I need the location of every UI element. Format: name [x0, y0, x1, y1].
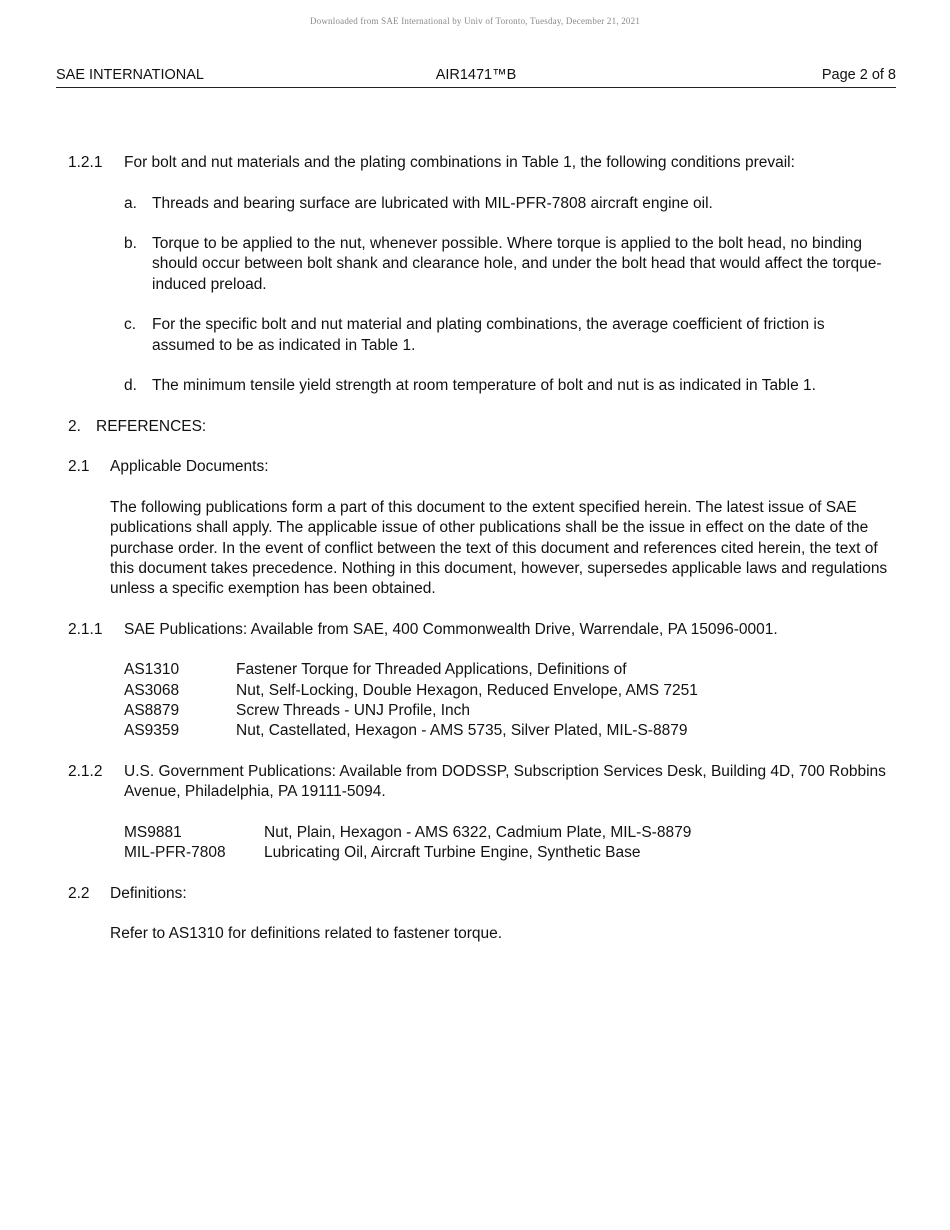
section-text: SAE Publications: Available from SAE, 400 Commonwealth Drive, Warrendale, PA 15096-0001.: [124, 620, 778, 638]
section-text: U.S. Government Publications: Available from DODSSP, Subscription Services Desk, Building 4D, 700 Robbins Avenue, Philadelphia, PA 19111-5094.: [124, 762, 886, 801]
section-heading: Definitions:: [110, 884, 187, 902]
organization-name: SAE INTERNATIONAL: [56, 67, 204, 83]
sae-publications-list: [124, 660, 888, 741]
reference-title: Fastener Torque for Threaded Applications, Definitions of: [236, 661, 627, 679]
section-number: 2.1.2: [68, 762, 103, 780]
section-heading: REFERENCES:: [96, 417, 207, 435]
reference-entry: [124, 701, 888, 721]
reference-title: Nut, Castellated, Hexagon - AMS 5735, Silver Plated, MIL-S-8879: [236, 722, 688, 740]
section-1-2-1: [68, 153, 888, 173]
item-text: The minimum tensile yield strength at room temperature of bolt and nut is as indicated in Table 1.: [152, 377, 816, 395]
item-letter: d.: [124, 377, 137, 395]
item-text: Threads and bearing surface are lubricated with MIL-PFR-7808 aircraft engine oil.: [152, 194, 713, 212]
section-2-1-2: [68, 762, 888, 803]
reference-title: Nut, Plain, Hexagon - AMS 6322, Cadmium Plate, MIL-S-8879: [264, 823, 692, 841]
reference-code: MS9881: [124, 823, 182, 841]
reference-title: Screw Threads - UNJ Profile, Inch: [236, 702, 471, 720]
government-publications-list: [124, 823, 888, 864]
reference-code: AS1310: [124, 661, 180, 679]
page-number: Page 2 of 8: [821, 67, 896, 83]
reference-entry: [124, 681, 888, 701]
section-text: For bolt and nut materials and the plating combinations in Table 1, the following conditions prevail:: [124, 154, 795, 171]
reference-entry: [124, 843, 888, 863]
section-2-1-1: [68, 620, 888, 640]
reference-code: MIL-PFR-7808: [124, 844, 226, 862]
definitions-paragraph: Refer to AS1310 for definitions related to fastener torque.: [110, 925, 503, 943]
section-2-1: [68, 457, 888, 477]
section-number: 2.: [68, 417, 81, 435]
reference-entry: [124, 660, 888, 680]
reference-entry: [124, 721, 888, 741]
item-letter: c.: [124, 316, 137, 334]
section-number: 2.1: [68, 458, 90, 476]
section-number: 2.2: [68, 884, 90, 902]
item-letter: a.: [124, 194, 137, 212]
item-text: Torque to be applied to the nut, whenever possible. Where torque is applied to the bolt head, no binding should occur between bolt shank and clearance hole, and under the bolt head that would affect the torque-induced preload.: [152, 235, 882, 293]
reference-code: AS8879: [124, 702, 180, 720]
condition-item-c: [124, 315, 888, 356]
applicable-documents-paragraph: The following publications form a part of this document to the extent specified herein. The latest issue of SAE publications shall apply. The applicable issue of other publications shall be the issue in effect on the date of the purchase order. In the event of conflict between the text of this document and references cited herein, the text of this document takes precedence. Nothing in this document, however, supersedes applicable laws and regulations unless a specific exemption has been obtained.: [110, 499, 888, 598]
document-number: AIR1471™B: [435, 67, 517, 83]
condition-item-a: [124, 194, 888, 214]
reference-code: AS3068: [124, 681, 180, 699]
item-text: For the specific bolt and nut material and plating combinations, the average coefficient of friction is assumed to be as indicated in Table 1.: [152, 316, 825, 354]
reference-code: AS9359: [124, 722, 180, 740]
section-number: 2.1.1: [68, 620, 103, 638]
reference-entry: [124, 823, 888, 843]
reference-title: Lubricating Oil, Aircraft Turbine Engine, Synthetic Base: [264, 844, 641, 862]
download-watermark: Downloaded from SAE International by Univ of Toronto, Tuesday, December 21, 2021: [309, 16, 641, 26]
document-body: [68, 153, 888, 945]
condition-item-d: [124, 376, 888, 396]
item-letter: b.: [124, 235, 137, 253]
section-number: 1.2.1: [68, 154, 103, 171]
page-header: [56, 66, 896, 88]
condition-item-b: [124, 234, 888, 295]
section-heading: Applicable Documents:: [110, 458, 269, 476]
reference-title: Nut, Self-Locking, Double Hexagon, Reduced Envelope, AMS 7251: [236, 681, 698, 699]
section-2: [68, 417, 888, 437]
section-2-2: [68, 884, 888, 904]
